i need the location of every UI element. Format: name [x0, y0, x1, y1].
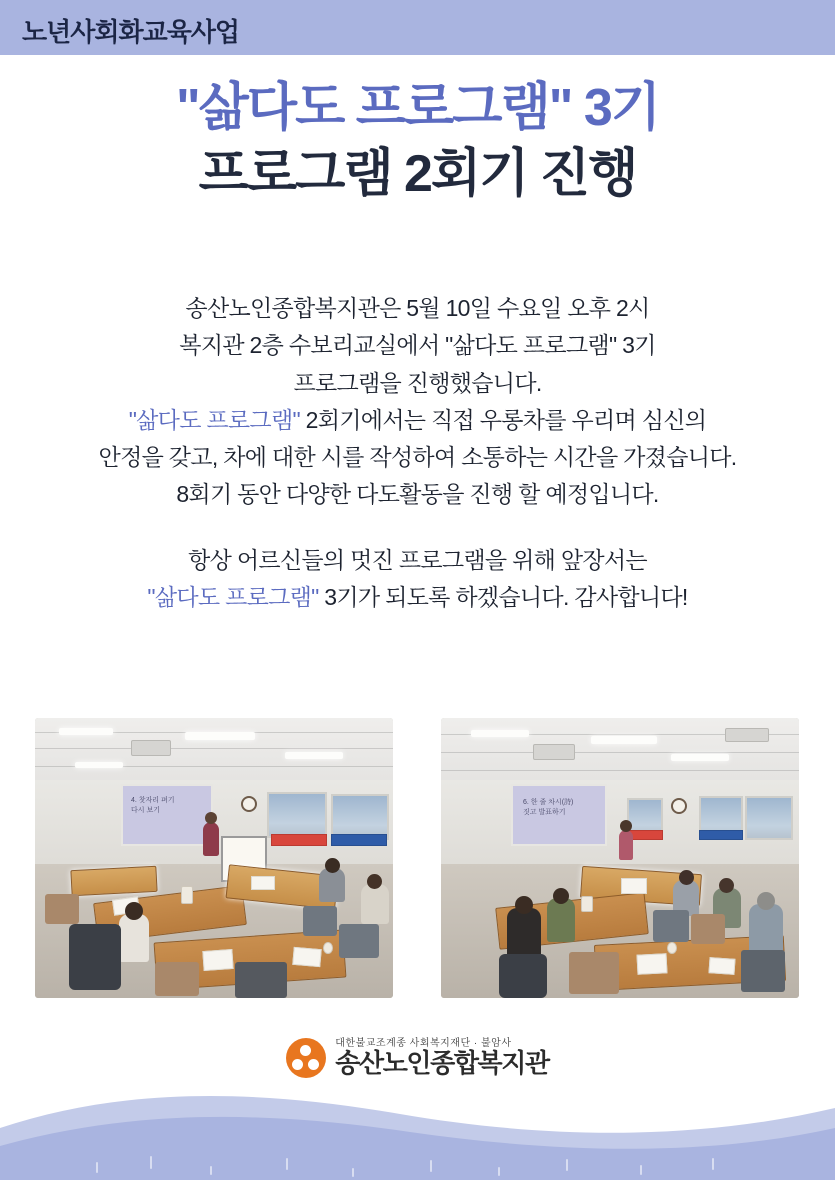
top-banner: [0, 0, 835, 55]
body-line-highlight: "삶다도 프로그램": [128, 406, 300, 433]
projector-screen-text-left: 4. 찻자리 펴기 다시 보기: [131, 797, 175, 814]
page-title: [0, 76, 835, 207]
body-line-plain-before: 8회기 동안 다양한 다도활동을 진행 할 예정입니다.: [176, 481, 659, 508]
top-banner-label: 노년사회화교육사업: [22, 17, 240, 47]
body-text: [0, 290, 835, 616]
body-line: [0, 290, 835, 327]
body-line: [0, 579, 835, 616]
title-line-1: "삶다도 프로그램" 3기: [176, 79, 659, 137]
body-line: [0, 439, 835, 476]
body-line-plain-after: 3기가 되도록 하겠습니다. 감사합니다!: [318, 583, 688, 610]
body-line-plain-before: 항상 어르신들의 멋진 프로그램을 위해 앞장서는: [188, 546, 647, 573]
body-line: [0, 402, 835, 439]
body-line-plain-before: 복지관 2층 수보리교실에서 "삶다도 프로그램" 3기: [179, 332, 656, 359]
logo-subtitle: 대한불교조계종 사회복지재단 · 불암사: [335, 1038, 512, 1050]
body-line-highlight: "삶다도 프로그램": [147, 583, 319, 610]
body-line: [0, 327, 835, 364]
body-line: [0, 542, 835, 579]
bottom-wave-decoration: [0, 1070, 835, 1180]
body-line: [0, 476, 835, 513]
body-line-plain-before: 송산노인종합복지관은 5월 10일 수요일 오후 2시: [185, 295, 650, 321]
body-line-plain-before: 프로그램을 진행했습니다.: [293, 369, 542, 396]
logo-title: 송산노인종합복지관: [335, 1047, 549, 1078]
paragraph-spacer: [0, 514, 835, 542]
body-line-plain-before: 안정을 갖고, 차에 대한 시를 작성하여 소통하는 시간을 가졌습니다.: [98, 444, 737, 470]
body-line-plain-after: 2회기에서는 직접 우롱차를 우리며 심신의: [299, 406, 707, 433]
photo-gallery: [0, 718, 835, 998]
title-line-2: 프로그램 2회기 진행: [198, 144, 637, 203]
photo-classroom-right: [441, 718, 799, 998]
body-line: [0, 365, 835, 402]
photo-classroom-left: [35, 718, 393, 998]
projector-screen-text-right: 6. 한 줄 차시(詩) 짓고 발표하기: [523, 799, 574, 816]
